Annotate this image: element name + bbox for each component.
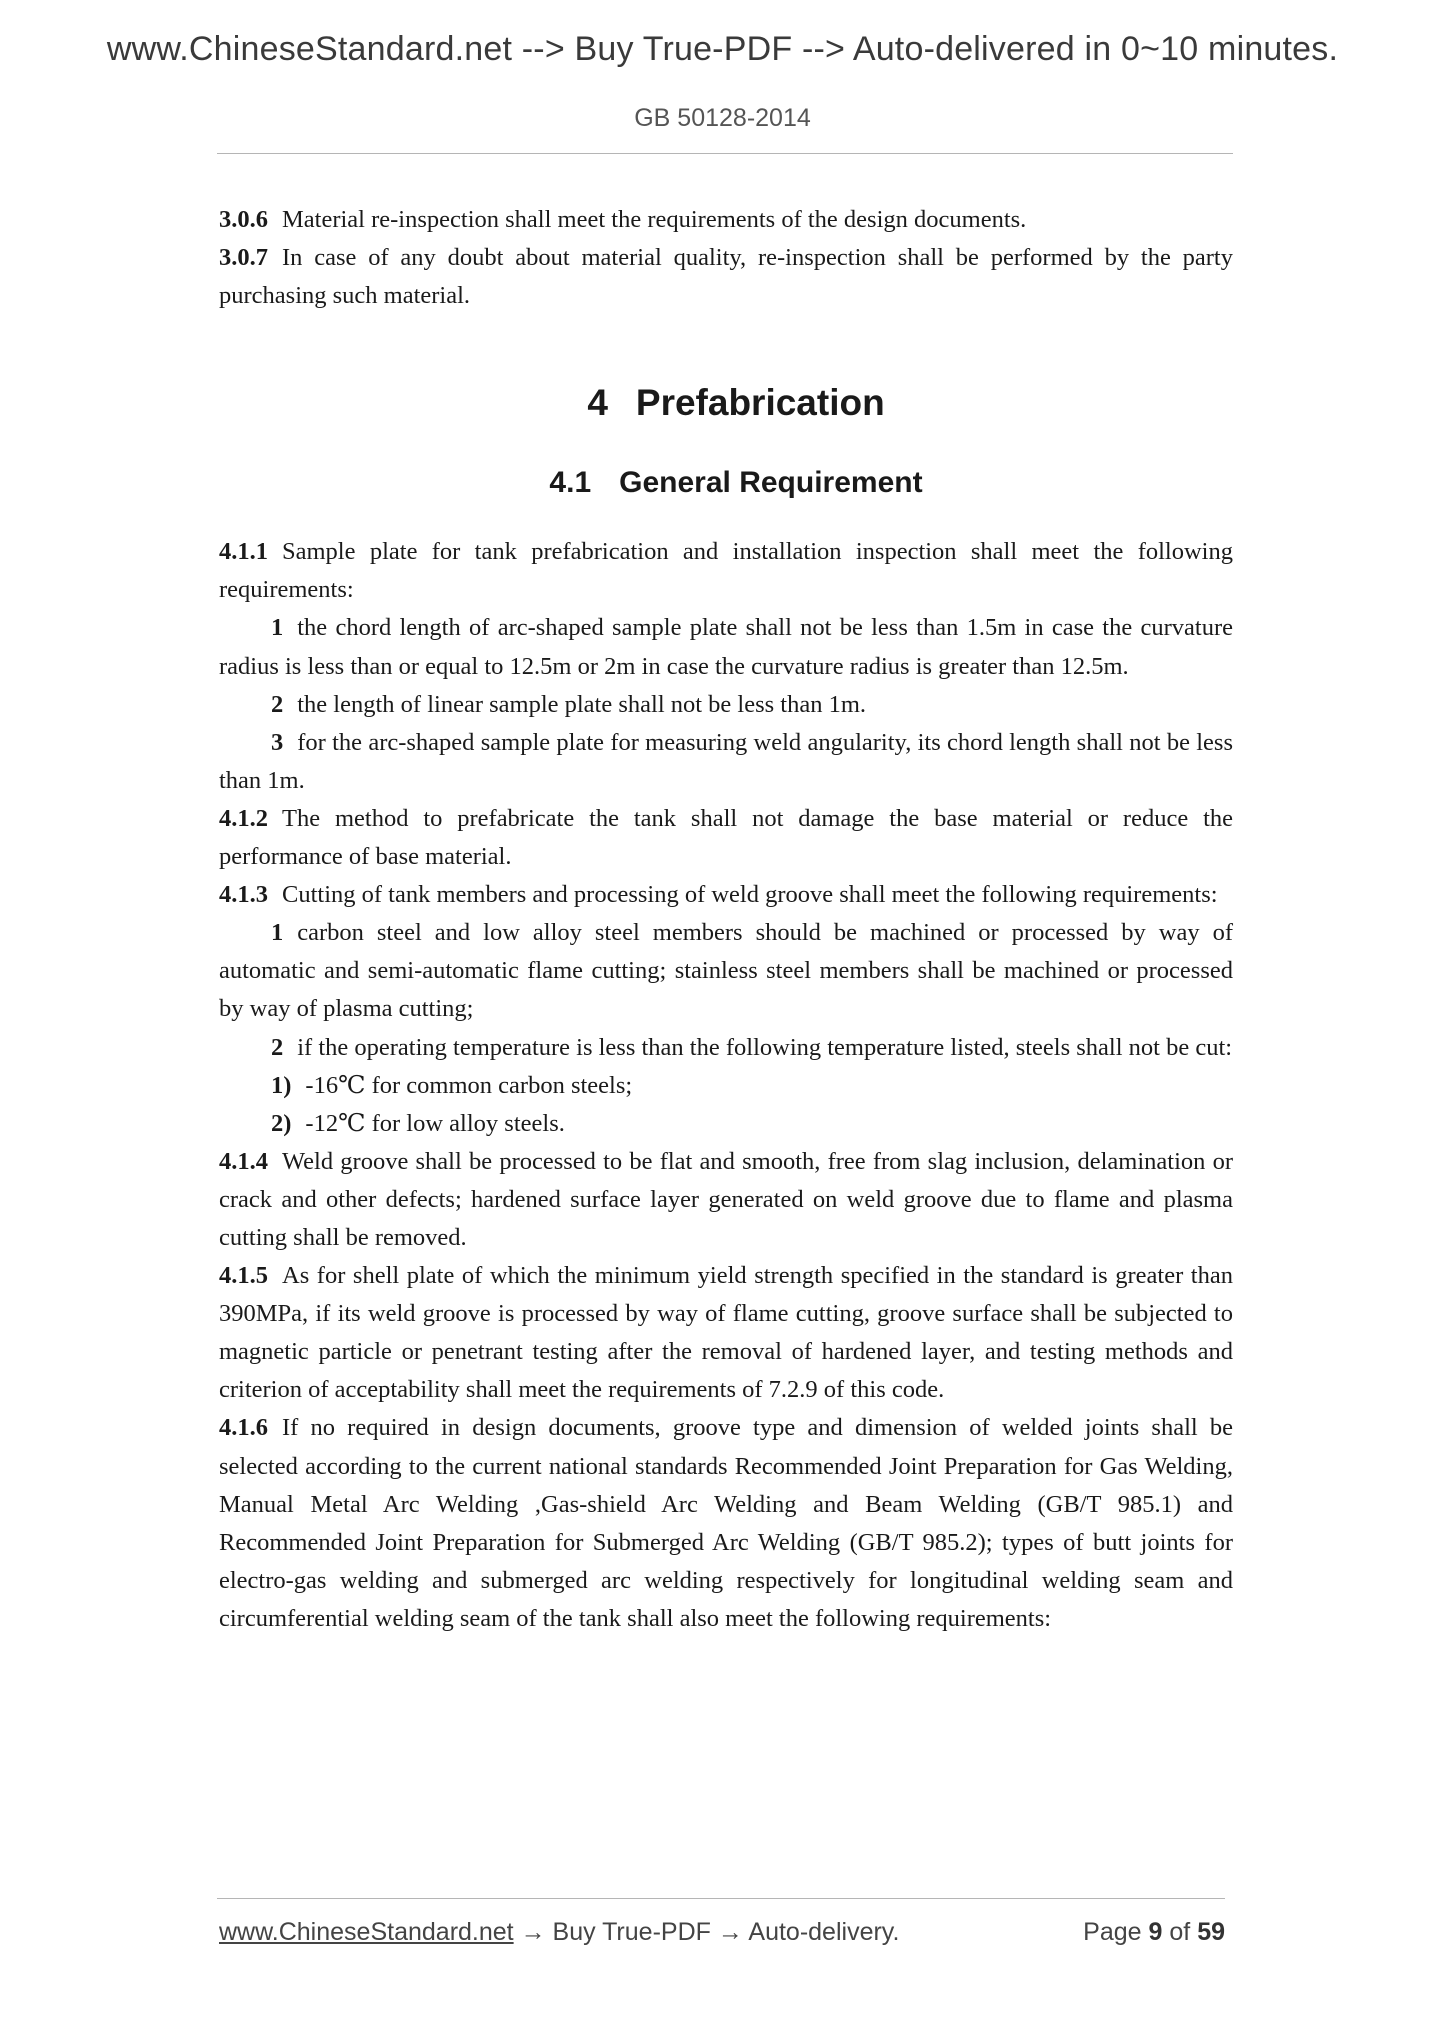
clause-text: Weld groove shall be processed to be flat and smooth, free from slag inclusion, delamination or crack and other defects; hardened surface layer generated on weld groove due to flame and plasma cutting shall be removed. [219, 1147, 1233, 1251]
clause-4-1-5 [219, 1257, 1233, 1409]
item-text: if the operating temperature is less than the following temperature listed, steels shall not be cut: [297, 1033, 1233, 1061]
clause-3-0-6 [219, 201, 1233, 239]
clause-text: The method to prefabricate the tank shall not damage the base material or reduce the performance of base material. [219, 804, 1233, 871]
list-item [219, 686, 1233, 724]
clause-number: 4.1.2 [219, 804, 268, 832]
footer-site-link[interactable]: www.ChineseStandard.net [219, 1918, 514, 1946]
header-divider [217, 153, 1233, 154]
clause-4-1-2 [219, 800, 1233, 876]
page-indicator [1083, 1918, 1225, 1947]
sub-list-item [219, 1067, 1233, 1105]
item-text: -12℃ for low alloy steels. [305, 1109, 565, 1137]
clause-number: 4.1.5 [219, 1262, 268, 1290]
clause-number: 4.1.6 [219, 1414, 268, 1442]
section-number: 4.1 [549, 466, 592, 500]
document-body [219, 201, 1233, 1638]
page-of: of [1169, 1918, 1191, 1946]
item-number: 1 [271, 614, 284, 642]
list-item [219, 914, 1233, 1028]
clause-text: Sample plate for tank prefabrication and installation inspection shall meet the following requirements: [219, 538, 1233, 604]
clause-text: If no required in design documents, groove type and dimension of welded joints shall be selected according to the current national standards Recommended Joint Preparation for Gas Welding, Manual Metal Arc Welding ,Gas-shield Arc Welding and Beam Welding (GB/T 985.1) and Recommended Joint Preparation for Submerged Arc Welding (GB/T 985.2); types of butt joints for electro-gas welding and submerged arc welding respectively for longitudinal welding seam and circumferential welding seam of the tank shall also meet the following requirements: [219, 1414, 1233, 1632]
page-total: 59 [1197, 1918, 1225, 1946]
clause-text: As for shell plate of which the minimum yield strength specified in the standard is greater than 390MPa, if its weld groove is processed by way of flame cutting, groove surface shall be subjected to magnetic particle or penetrant testing after the removal of hardened layer, and testing methods and criterion of acceptability shall meet the requirements of 7.2.9 of this code. [219, 1262, 1233, 1404]
footer-tagline: → Buy True-PDF → Auto-delivery. [513, 1918, 900, 1946]
clause-4-1-1 [219, 533, 1233, 609]
chapter-title-text: Prefabrication [635, 382, 885, 424]
clause-text: Cutting of tank members and processing of weld groove shall meet the following requirements: [282, 881, 1218, 909]
item-number: 3 [271, 728, 284, 756]
sub-list-item [219, 1105, 1233, 1143]
item-number: 2 [271, 1033, 284, 1061]
top-banner: www.ChineseStandard.net --> Buy True-PDF --> Auto-delivered in 0~10 minutes. [106, 30, 1339, 68]
list-item [219, 724, 1233, 800]
item-text: for the arc-shaped sample plate for measuring weld angularity, its chord length shall not be less than 1m. [219, 728, 1233, 794]
item-number: 1 [271, 919, 284, 947]
item-number: 2) [271, 1109, 292, 1137]
list-item [219, 1029, 1233, 1067]
clause-text: In case of any doubt about material quality, re-inspection shall be performed by the party purchasing such material. [219, 244, 1233, 310]
item-text: carbon steel and low alloy steel members should be machined or processed by way of automatic and semi-automatic flame cutting; stainless steel members shall be machined or processed by way of plasma cutting; [219, 919, 1233, 1023]
page-footer [219, 1918, 1225, 1947]
page-current: 9 [1148, 1918, 1163, 1946]
chapter-title [219, 378, 1233, 428]
item-number: 2 [271, 690, 284, 718]
chapter-number: 4 [587, 382, 608, 424]
clause-4-1-4 [219, 1143, 1233, 1257]
list-item [219, 609, 1233, 685]
document-number: GB 50128-2014 [634, 104, 811, 132]
section-title-text: General Requirement [619, 466, 923, 500]
item-text: the length of linear sample plate shall not be less than 1m. [297, 690, 867, 718]
section-title [219, 463, 1233, 503]
clause-number: 4.1.3 [219, 881, 268, 909]
clause-number: 4.1.1 [219, 538, 268, 566]
clause-number: 3.0.6 [219, 206, 268, 233]
footer-divider [217, 1898, 1225, 1899]
item-text: -16℃ for common carbon steels; [305, 1071, 633, 1099]
clause-3-0-7 [219, 239, 1233, 315]
item-number: 1) [271, 1071, 292, 1099]
page-label: Page [1083, 1918, 1142, 1946]
clause-text: Material re-inspection shall meet the requirements of the design documents. [282, 206, 1027, 233]
clause-number: 4.1.4 [219, 1147, 268, 1175]
clause-4-1-3 [219, 876, 1233, 914]
clause-4-1-6 [219, 1409, 1233, 1638]
item-text: the chord length of arc-shaped sample plate shall not be less than 1.5m in case the curvature radius is less than or equal to 12.5m or 2m in case the curvature radius is greater than 12.5m. [219, 614, 1233, 680]
clause-number: 3.0.7 [219, 244, 268, 272]
